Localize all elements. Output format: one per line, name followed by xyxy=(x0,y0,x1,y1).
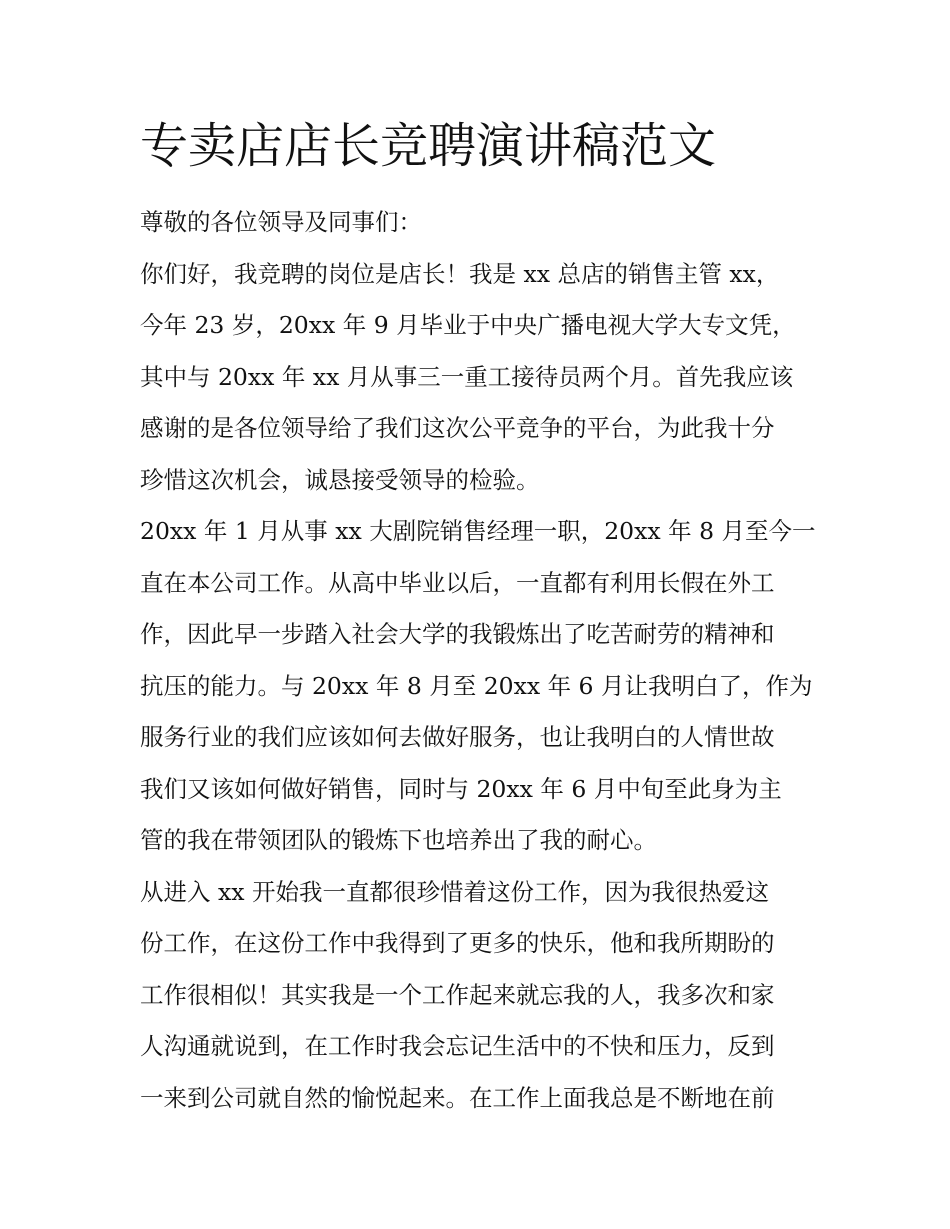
text-line: 份工作，在这份工作中我得到了更多的快乐，他和我所期盼的 xyxy=(140,929,775,957)
text-line: 工作很相似！其实我是一个工作起来就忘我的人，我多次和家 xyxy=(140,980,775,1009)
text-line: 其中与 20xx 年 xx 月从事三一重工接待员两个月。首先我应该 xyxy=(140,362,794,391)
text-line: 直在本公司工作。从高中毕业以后，一直都有利用长假在外工 xyxy=(140,568,775,597)
text-line: 珍惜这次机会，诚恳接受领导的检验。 xyxy=(140,465,540,494)
text-line: 我们又该如何做好销售，同时与 20xx 年 6 月中旬至此身为主 xyxy=(140,774,782,803)
text-line: 人沟通就说到，在工作时我会忘记生活中的不快和压力，反到 xyxy=(140,1032,775,1060)
text-line: 今年 23 岁，20xx 年 9 月毕业于中央广播电视大学大专文凭， xyxy=(140,311,796,339)
text-line: 从进入 xx 开始我一直都很珍惜着这份工作，因为我很热爱这 xyxy=(140,877,769,906)
text-line: 作，因此早一步踏入社会大学的我锻炼出了吃苦耐劳的精神和 xyxy=(140,620,775,648)
text-line: 抗压的能力。与 20xx 年 8 月至 20xx 年 6 月让我明白了，作为 xyxy=(140,671,813,700)
text-line: 20xx 年 1 月从事 xx 大剧院销售经理一职，20xx 年 8 月至今一 xyxy=(140,517,816,545)
document-body xyxy=(140,197,816,1124)
text-line: 一来到公司就自然的愉悦起来。在工作上面我总是不断地在前 xyxy=(140,1083,775,1112)
text-line: 你们好，我竞聘的岗位是店长！我是 xx 总店的销售主管 xx， xyxy=(140,259,780,288)
text-line: 感谢的是各位领导给了我们这次公平竞争的平台，为此我十分 xyxy=(140,414,775,442)
text-line: 服务行业的我们应该如何去做好服务，也让我明白的人情世故 xyxy=(140,723,775,751)
document-title: 专卖店店长竞聘演讲稿范文 xyxy=(140,118,717,174)
text-line: 管的我在带领团队的锻炼下也培养出了我的耐心。 xyxy=(140,826,657,854)
text-line: 尊敬的各位领导及同事们： xyxy=(140,208,422,236)
